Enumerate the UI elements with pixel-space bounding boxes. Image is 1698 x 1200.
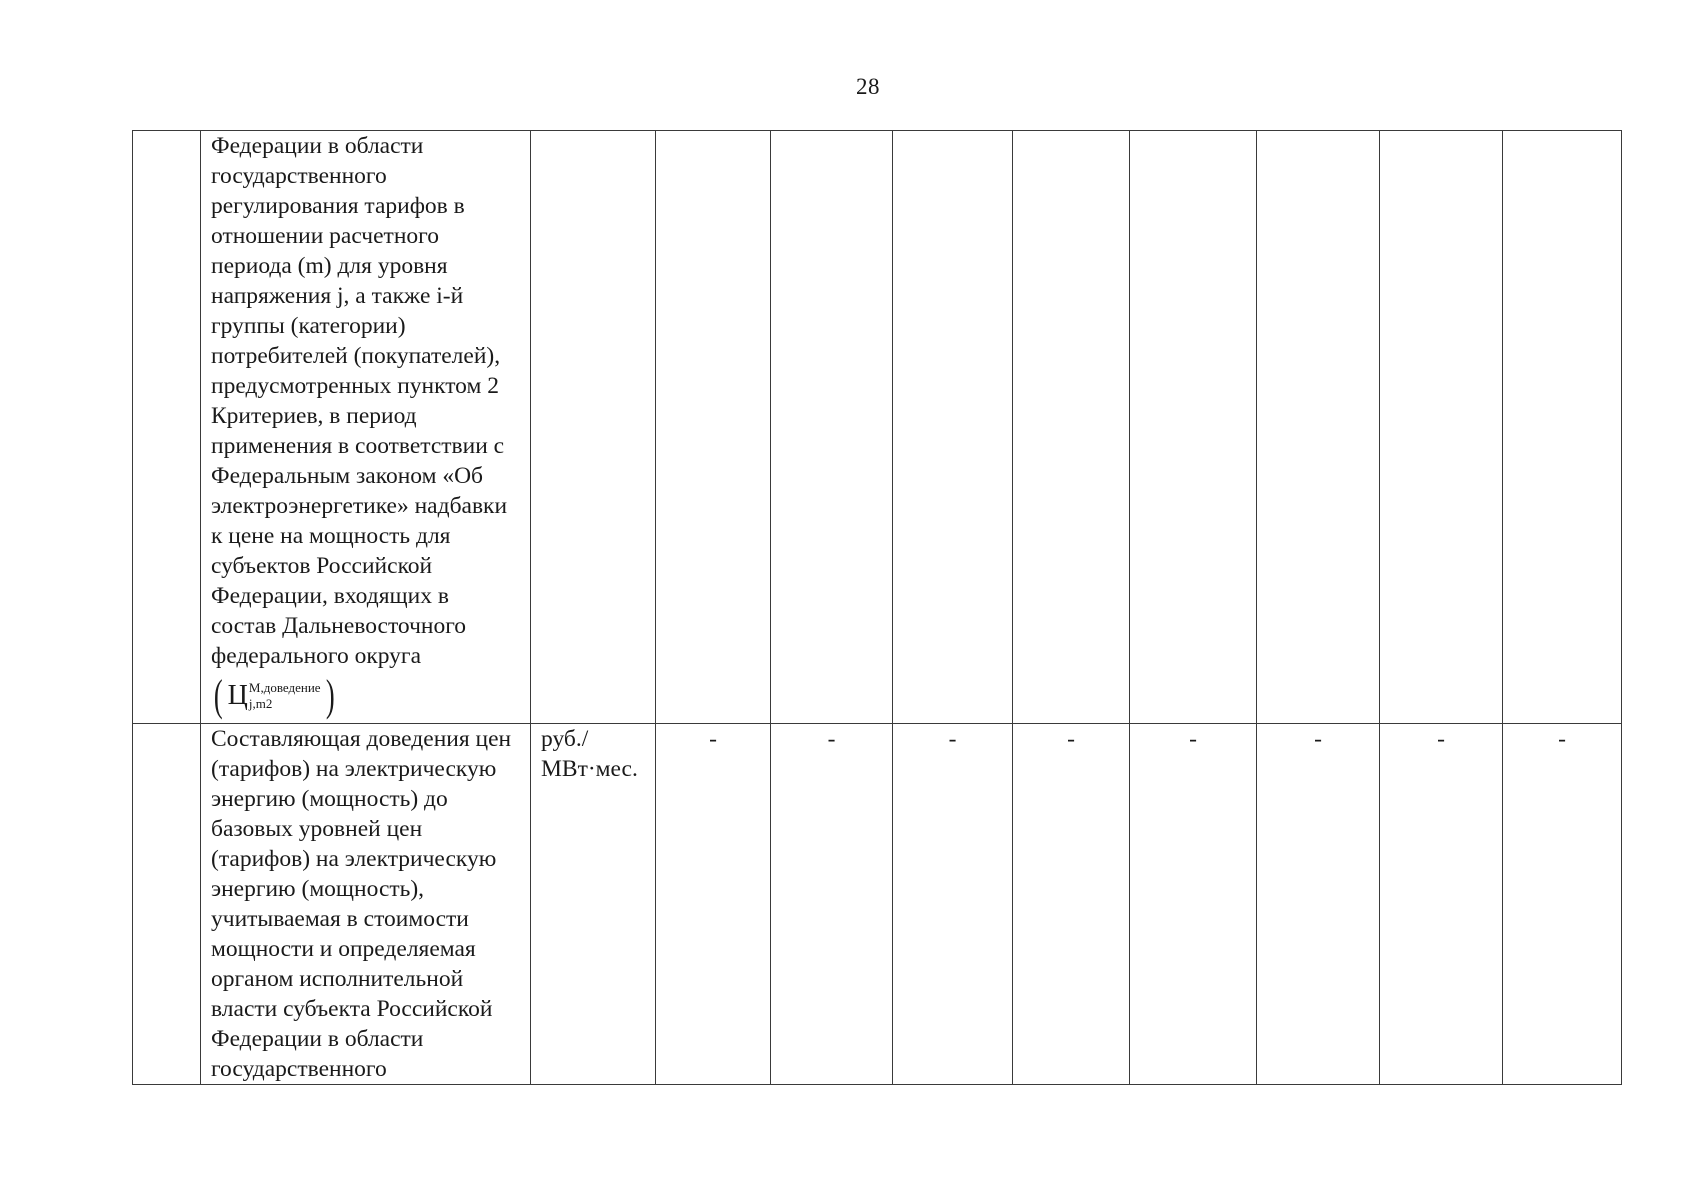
indicator-name-cell	[201, 724, 531, 1085]
value-cell	[1013, 131, 1130, 724]
indicator-name-cell	[201, 131, 531, 724]
value-cell	[656, 131, 771, 724]
formula-superscript: М,доведение	[248, 680, 321, 695]
value-cell	[1503, 131, 1622, 724]
value-cell: -	[1380, 724, 1503, 1085]
value-cell: -	[893, 724, 1013, 1085]
value-cell	[1130, 131, 1257, 724]
indicator-name-text: Составляющая доведения цен (тарифов) на электрическую энергию (мощность) до базовых уровней цен (тарифов) на электрическую энергию (мощность), учитываемая в стоимости мощности и определяемая органом исполнительной власти субъекта Российской Федерации в области государственного	[211, 726, 512, 1082]
value-cell	[771, 131, 893, 724]
formula	[211, 673, 337, 719]
formula-symbol: Ц	[227, 680, 248, 711]
value-cell: -	[1257, 724, 1380, 1085]
value-cell: -	[1013, 724, 1130, 1085]
formula-left-paren: (	[213, 671, 223, 720]
value-cell: -	[1503, 724, 1622, 1085]
unit-line-2: МВт·мес.	[541, 756, 638, 782]
unit-cell	[531, 131, 656, 724]
tariff-table	[132, 130, 1622, 1085]
number-cell	[133, 131, 201, 724]
value-cell: -	[771, 724, 893, 1085]
formula-right-paren: )	[325, 671, 335, 720]
value-cell: -	[656, 724, 771, 1085]
formula-subscript: j,m2	[248, 696, 273, 711]
table-row	[133, 131, 1622, 724]
formula-scripts	[249, 681, 321, 711]
number-cell	[133, 724, 201, 1085]
unit-cell	[531, 724, 656, 1085]
value-cell	[1257, 131, 1380, 724]
unit-line-1: руб./	[541, 726, 589, 752]
page-number: 28	[856, 74, 880, 99]
indicator-name-text: Федерации в области государственного регулирования тарифов в отношении расчетного периода (m) для уровня напряжения j, а также i-й группы (категории) потребителей (покупателей), предусмотренных пунктом 2 Критериев, в период применения в соответствии с Федеральным законом «Об электроэнергетике» надбавки к цене на мощность для субъектов Российской Федерации, входящих в состав Дальневосточного федерального округа	[211, 133, 508, 669]
value-cell	[1380, 131, 1503, 724]
table-row	[133, 724, 1622, 1085]
value-cell: -	[1130, 724, 1257, 1085]
value-cell	[893, 131, 1013, 724]
